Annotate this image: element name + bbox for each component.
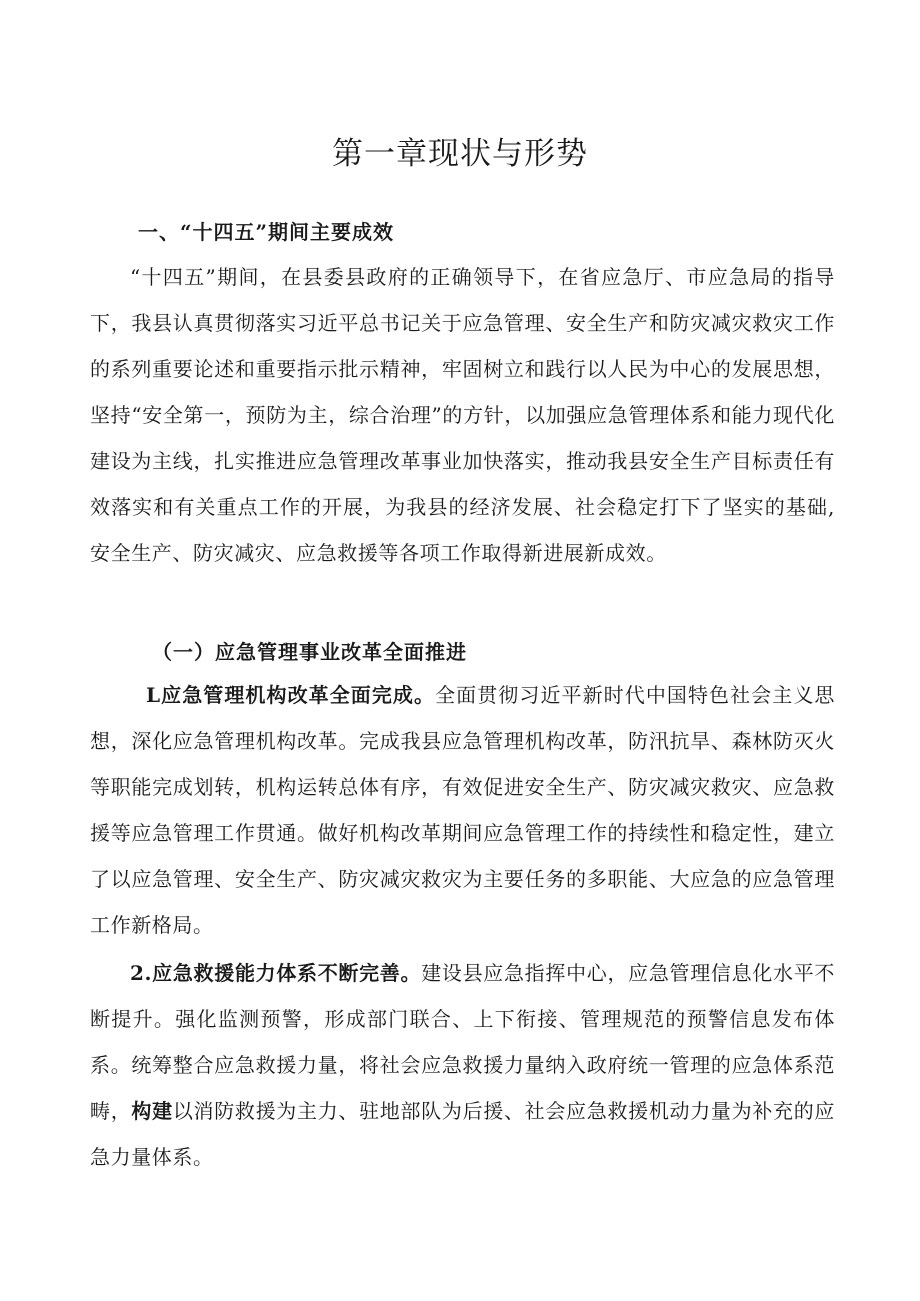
item-1-body: 全面贯彻习近平新时代中国特色社会主义思想，深化应急管理机构改革。完成我县应急管理机构改革，防汛抗旱、森林防灭火等职能完成划转，机构运转总体有序，有效促进安全生产、防灾减灾救灾、应急救援等应急管理工作贯通。做好机构改革期间应急管理工作的持续性和稳定性，建立了以应急管理、安全生产、防灾减灾救灾为主要任务的多职能、大应急的应急管理工作新格局。: [90, 683, 836, 937]
item-2-body-part2: 以消防救援为主力、驻地部队为后援、社会应急救援机动力量为补充的应急力量体系。: [90, 1099, 836, 1169]
item-1-paragraph: [90, 672, 835, 948]
item-2-paragraph: [90, 950, 835, 1180]
item-2-body-part1: 建设县应急指挥中心，应急管理信息化水平不断提升。强化监测预警，形成部门联合、上下衔接、管理规范的预警信息发布体系。统筹整合应急救援力量，将社会应急救援力量纳入政府统一管理的应急体系范畴，: [90, 961, 835, 1123]
subsection-heading: （一）应急管理事业改革全面推进: [152, 640, 467, 664]
item-1-lead: L应急管理机构改革全面完成。: [146, 683, 436, 707]
item-2-lead: 2.应急救援能力体系不断完善。: [130, 961, 422, 985]
section-heading: 一、“十四五”期间主要成效: [138, 220, 395, 244]
intro-paragraph: “十四五”期间，在县委县政府的正确领导下，在省应急厅、市应急局的指导下，我县认真贯彻落实习近平总书记关于应急管理、安全生产和防灾减灾救灾工作的系列重要论述和重要指示批示精神，牢固树立和践行以人民为中心的发展思想，坚持“安全第一，预防为主，综合治理”的方针，以加强应急管理体系和能力现代化建设为主线，扎实推进应急管理改革事业加快落实，推动我县安全生产目标责任有效落实和有关重点工作的开展，为我县的经济发展、社会稳定打下了坚实的基础,安全生产、防灾减灾、应急救援等各项工作取得新进展新成效。: [90, 265, 835, 565]
item-2-bold-word: 构建: [131, 1099, 173, 1123]
chapter-title: 第一章现状与形势: [332, 136, 588, 172]
